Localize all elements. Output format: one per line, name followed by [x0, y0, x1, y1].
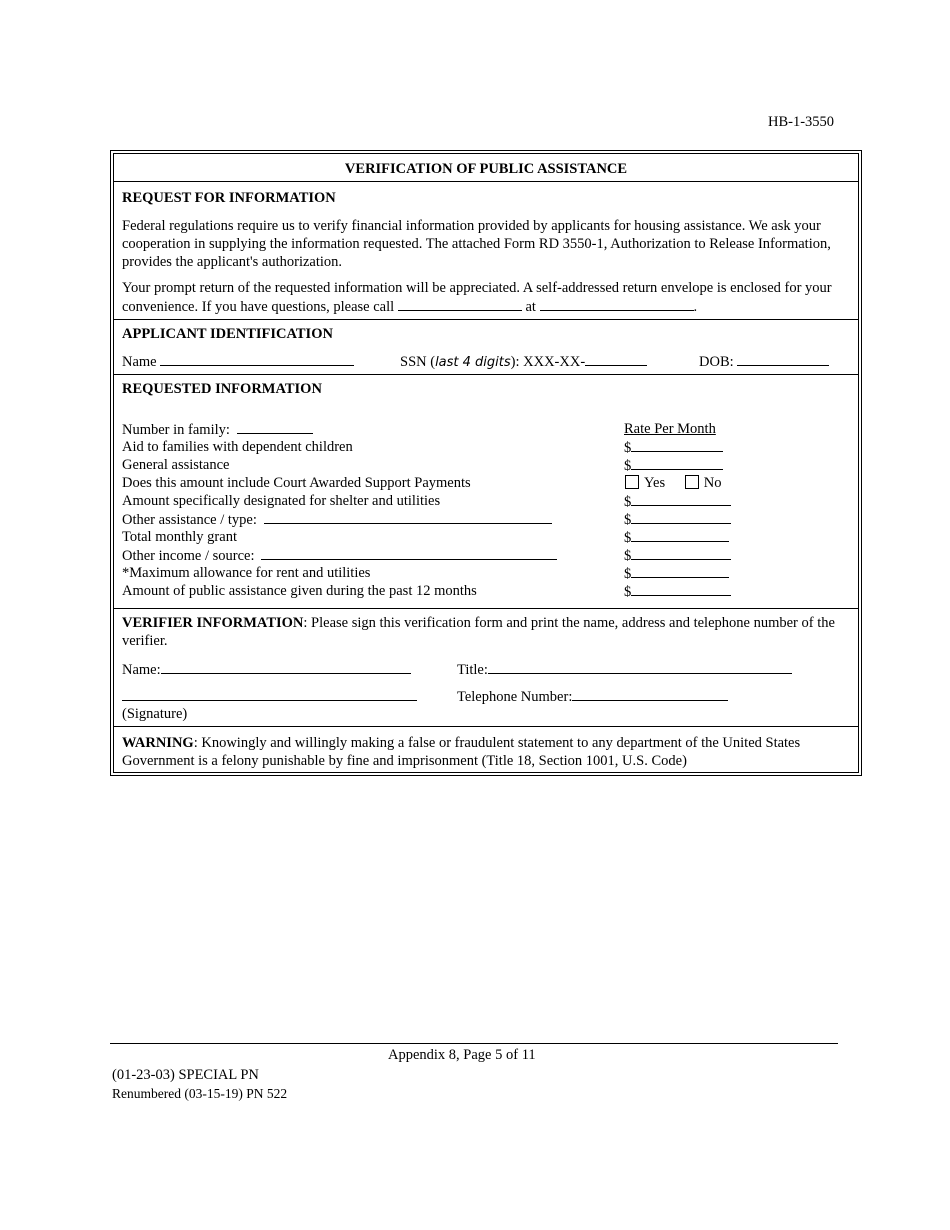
yes-checkbox[interactable] [625, 475, 639, 489]
row-past-12-months-label: Amount of public assistance given during the past 12 months [122, 583, 477, 599]
verifier-title-field[interactable] [488, 660, 792, 674]
other-assistance-label: Other assistance / type: [122, 512, 257, 528]
max-allowance-amount-field[interactable] [631, 564, 729, 578]
revision-note: (01-23-03) SPECIAL PN [112, 1067, 259, 1083]
row-total-grant-label: Total monthly grant [122, 529, 237, 545]
contact-phone-field[interactable] [540, 297, 694, 311]
verifier-name-label: Name: [122, 662, 161, 678]
form-inner [113, 153, 859, 773]
dob-field[interactable] [737, 352, 829, 366]
verifier-intro-text: : Please sign this verification form and print the name, address and telephone number of the verifier. [122, 615, 835, 649]
general-assistance-amount-field[interactable] [631, 456, 723, 470]
number-in-family-row [122, 420, 313, 439]
request-paragraph-2: Your prompt return of the requested information will be appreciated. A self-addressed return envelope is enclosed for your convenience. If you have questions, please call at . [122, 280, 832, 315]
ssn-label-italic: last 4 digits [435, 355, 511, 370]
row-other-assistance [122, 510, 552, 529]
name-label: Name [122, 354, 157, 370]
other-assistance-type-field[interactable] [264, 510, 552, 524]
number-in-family-label: Number in family: [122, 422, 230, 438]
verifier-name-row [122, 660, 411, 679]
dollar-sign: $ [624, 548, 632, 564]
row-afdc-amount [624, 438, 723, 457]
row-max-allowance-amount [624, 564, 729, 583]
other-income-source-field[interactable] [261, 546, 557, 560]
dollar-sign: $ [624, 512, 632, 528]
at-label: at [525, 299, 536, 315]
row-total-grant-amount [624, 528, 729, 547]
divider [114, 319, 858, 320]
ssn-label-suffix: ): XXX-XX- [510, 354, 586, 370]
dollar-sign: $ [624, 530, 632, 546]
row-shelter-amount [624, 492, 731, 511]
divider [114, 726, 858, 727]
row-other-income-amount [624, 546, 731, 565]
request-heading: REQUEST FOR INFORMATION [122, 190, 336, 206]
row-general-assistance-amount [624, 456, 723, 475]
ssn-field[interactable] [585, 352, 647, 366]
dollar-sign: $ [624, 458, 632, 474]
other-assistance-amount-field[interactable] [631, 510, 731, 524]
ssn-row [400, 352, 647, 372]
verifier-title-label: Title: [457, 662, 488, 678]
number-in-family-field[interactable] [237, 420, 313, 434]
signature-row [122, 687, 417, 706]
verifier-phone-row [457, 687, 728, 706]
dollar-sign: $ [624, 566, 632, 582]
divider [114, 608, 858, 609]
request-paragraph-2-text: Your prompt return of the requested information will be appreciated. A self-addressed return envelope is enclosed for your convenience. If you have questions, please call [122, 280, 832, 315]
applicant-name-field[interactable] [160, 352, 354, 366]
shelter-amount-field[interactable] [631, 492, 731, 506]
signature-label: (Signature) [122, 706, 188, 722]
warning-heading: WARNING [122, 735, 194, 751]
form-title: VERIFICATION OF PUBLIC ASSISTANCE [344, 161, 628, 177]
document-number: HB-1-3550 [768, 114, 835, 130]
past-12-months-amount-field[interactable] [631, 582, 731, 596]
signature-field[interactable] [122, 687, 417, 701]
request-paragraph-1: Federal regulations require us to verify financial information provided by applicants for housing assistance. We ask your cooperation in supplying the information requested. The attached Form RD 3550-1, Authorization to Release Information, provides the applicant's authorization. [122, 218, 831, 270]
row-general-assistance-label: General assistance [122, 457, 230, 473]
no-checkbox[interactable] [685, 475, 699, 489]
row-shelter-label: Amount specifically designated for shelter and utilities [122, 493, 441, 509]
divider [114, 181, 858, 182]
verifier-name-field[interactable] [161, 660, 411, 674]
dob-row [699, 352, 829, 371]
dob-label: DOB: [699, 354, 734, 370]
renumbered-note: Renumbered (03-15-19) PN 522 [112, 1086, 288, 1101]
page-number: Appendix 8, Page 5 of 11 [388, 1047, 536, 1063]
row-past-12-months-amount [624, 582, 731, 601]
row-other-income [122, 546, 557, 565]
row-afdc-label: Aid to families with dependent children [122, 439, 353, 455]
ssn-label-prefix: SSN ( [400, 354, 436, 370]
other-income-label: Other income / source: [122, 548, 255, 564]
warning-body: : Knowingly and willingly making a false or fraudulent statement to any department of the United States Government is a felony punishable by fine and imprisonment (Title 18, Section 1001, U.S. Code) [122, 735, 801, 769]
contact-name-field[interactable] [398, 297, 522, 311]
dollar-sign: $ [624, 584, 632, 600]
verifier-intro [122, 614, 844, 650]
applicant-heading: APPLICANT IDENTIFICATION [122, 326, 333, 342]
verifier-heading: VERIFIER INFORMATION [122, 615, 304, 631]
verifier-phone-field[interactable] [572, 687, 728, 701]
warning-text [122, 734, 844, 770]
dollar-sign: $ [624, 494, 632, 510]
verifier-title-row [457, 660, 792, 679]
footer-rule [110, 1043, 838, 1044]
dollar-sign: $ [624, 440, 632, 456]
form-frame [110, 150, 862, 776]
total-grant-amount-field[interactable] [631, 528, 729, 542]
yes-label: Yes [644, 475, 666, 491]
row-other-assistance-amount [624, 510, 731, 529]
divider [114, 374, 858, 375]
row-court-support-label: Does this amount include Court Awarded Support Payments [122, 475, 471, 491]
rate-per-month-header: Rate Per Month [624, 421, 716, 437]
court-support-choice [625, 474, 721, 492]
afdc-amount-field[interactable] [631, 438, 723, 452]
row-max-allowance-label: *Maximum allowance for rent and utilities [122, 565, 371, 581]
applicant-name-row [122, 352, 354, 371]
other-income-amount-field[interactable] [631, 546, 731, 560]
requested-heading: REQUESTED INFORMATION [122, 381, 322, 397]
no-label: No [703, 475, 722, 491]
verifier-phone-label: Telephone Number: [457, 689, 573, 705]
